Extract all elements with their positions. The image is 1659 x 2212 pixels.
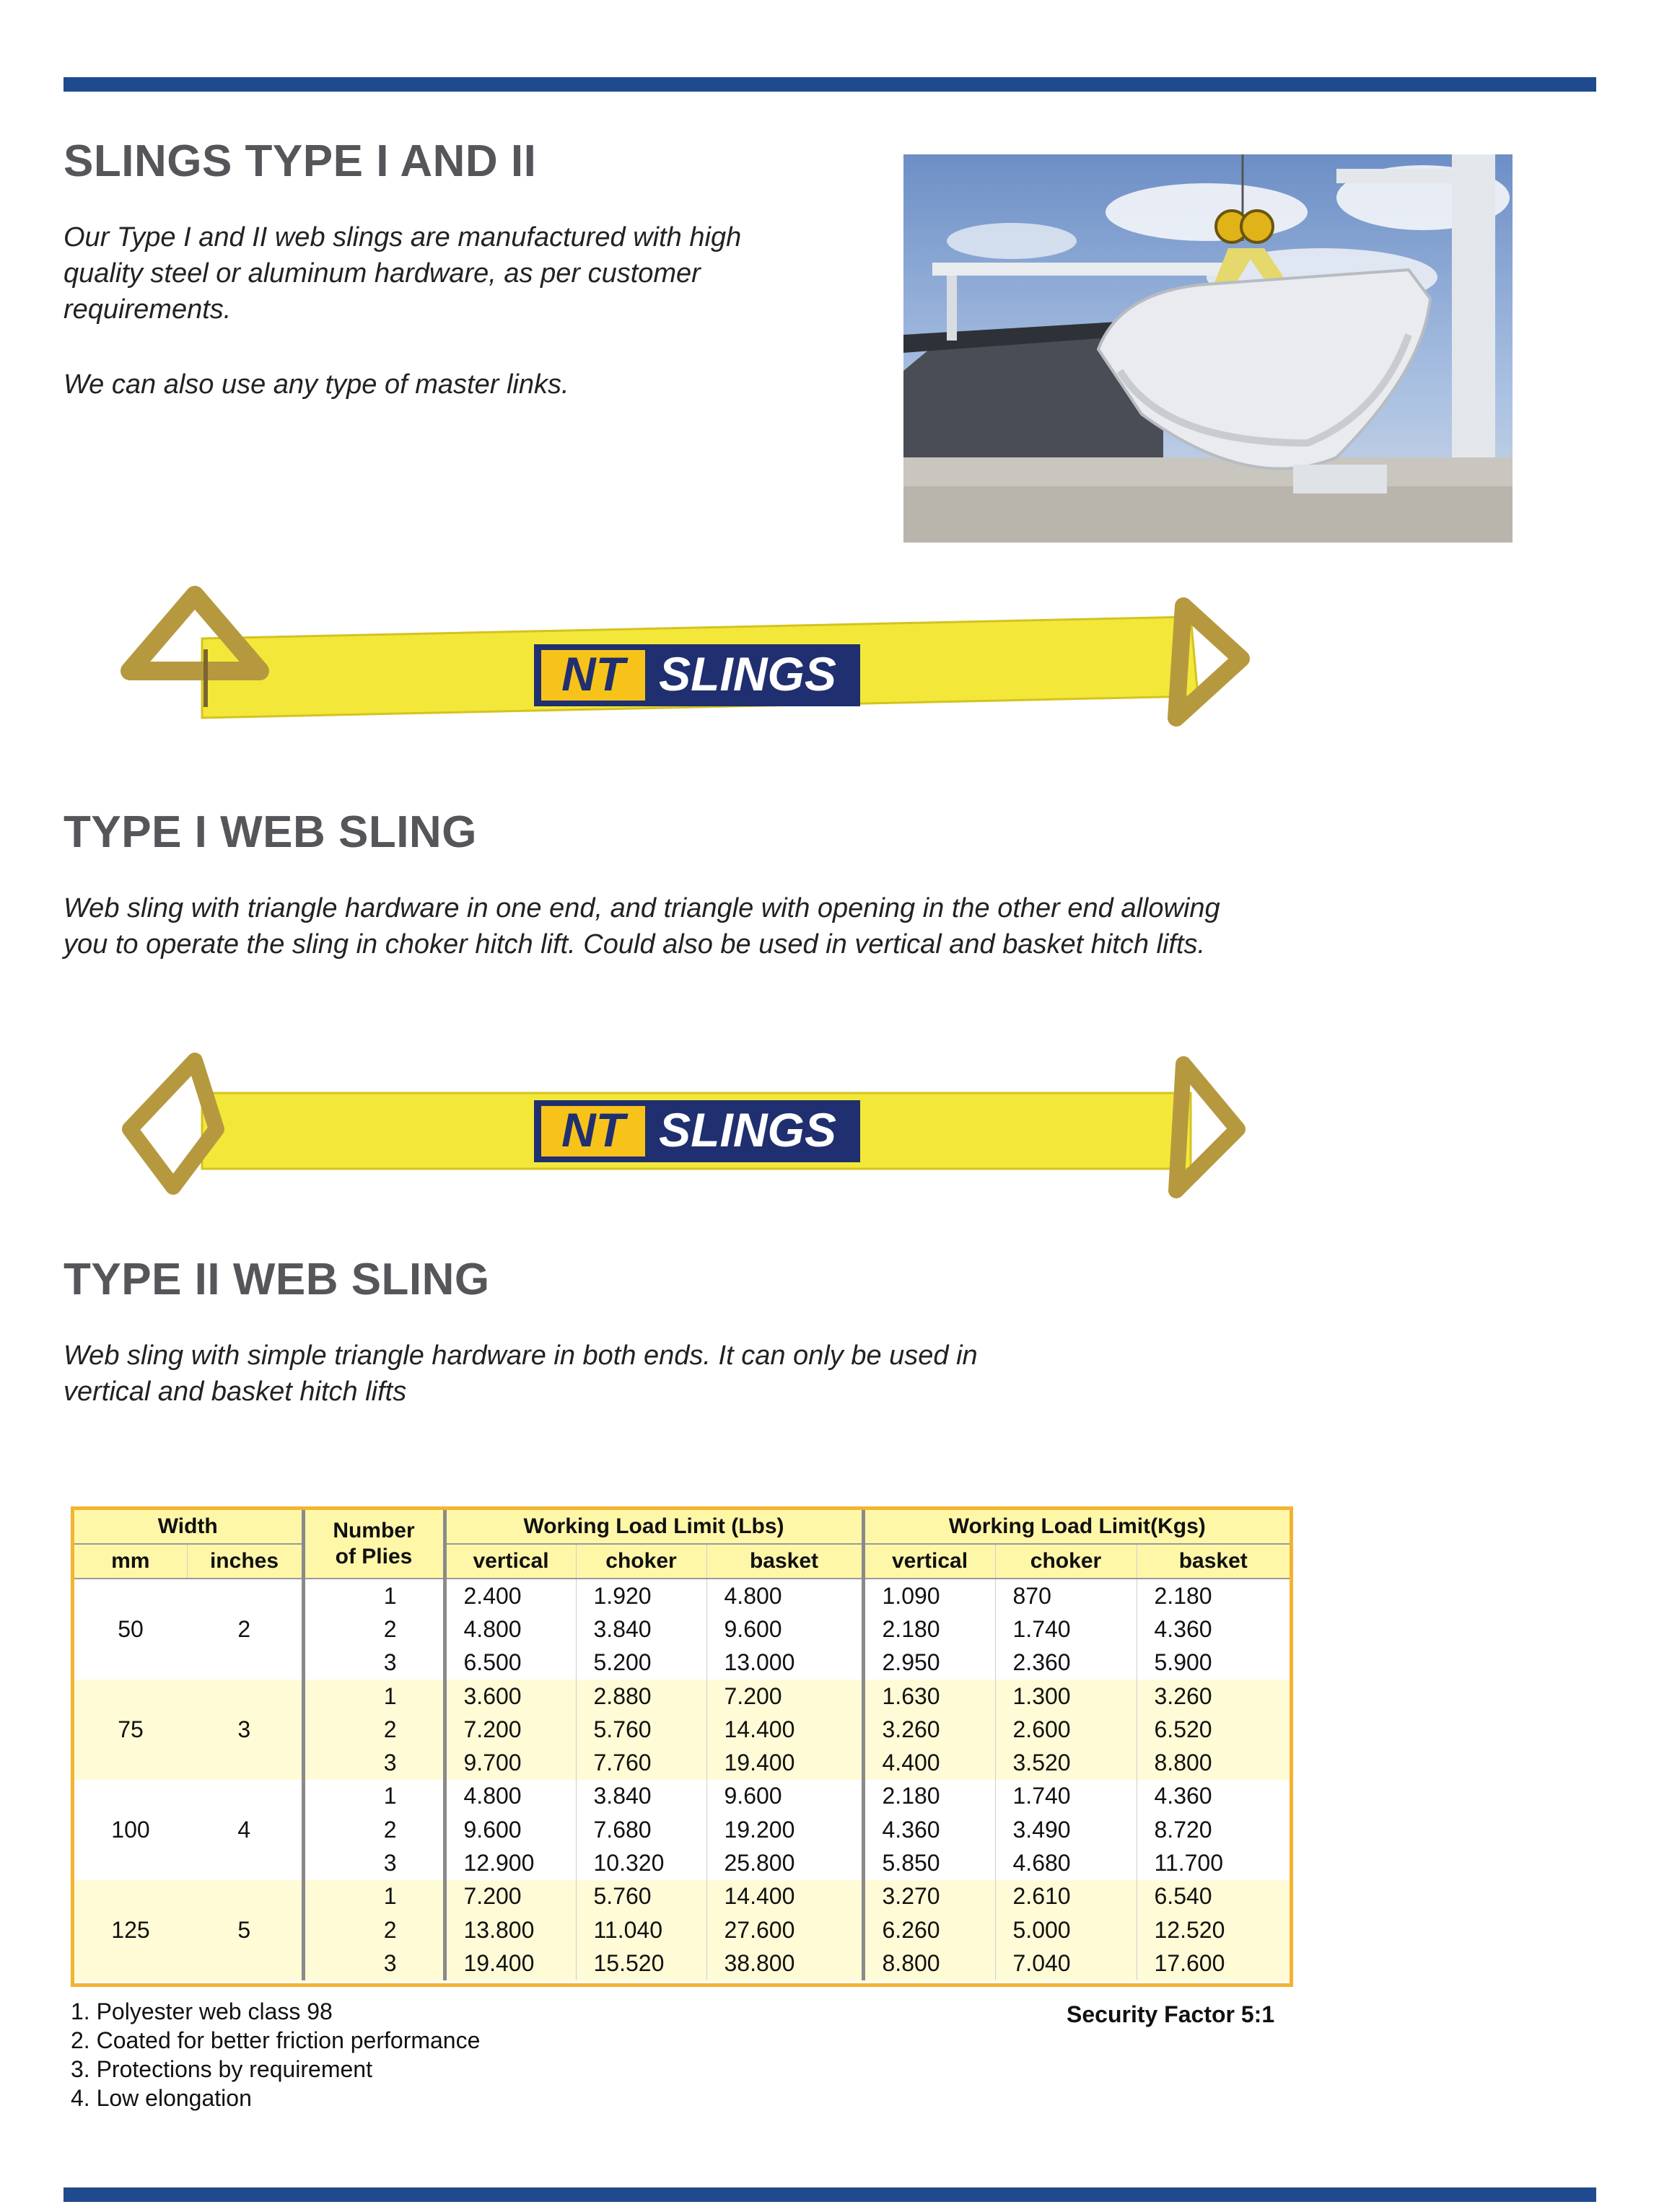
plies-cell: 3 (303, 1947, 445, 1980)
lbs-basket-cell: 38.800 (706, 1947, 863, 1980)
type-two-title: TYPE II WEB SLING (64, 1255, 490, 1304)
logo-slings: SLINGS (659, 1103, 836, 1157)
kgs-choker-cell: 2.600 (995, 1713, 1137, 1746)
lbs-choker-cell: 5.760 (576, 1880, 706, 1913)
plies-header (303, 1510, 445, 1579)
top-brand-bar (64, 77, 1596, 92)
lbs-vertical-cell: 9.700 (445, 1746, 576, 1779)
lbs-basket-cell: 14.400 (706, 1713, 863, 1746)
width-inches-cell: 3 (187, 1680, 303, 1780)
lbs-choker-cell: 1.920 (576, 1579, 706, 1612)
kgs-header: Working Load Limit(Kgs) (863, 1510, 1290, 1544)
plies-cell: 2 (303, 1713, 445, 1746)
lbs-vertical-cell: 4.800 (445, 1612, 576, 1646)
width-inches-cell: 5 (187, 1880, 303, 1980)
lbs-basket-cell: 7.200 (706, 1680, 863, 1713)
kgs-choker-cell: 3.490 (995, 1813, 1137, 1846)
type-two-sling-illustration (115, 1043, 1256, 1201)
plies-cell: 1 (303, 1579, 445, 1612)
kgs-basket-cell: 4.360 (1137, 1612, 1290, 1646)
lbs-choker-header: choker (576, 1544, 706, 1579)
note-item: 4. Low elongation (71, 2085, 252, 2111)
table-row (74, 1780, 1290, 1813)
lbs-choker-cell: 5.760 (576, 1713, 706, 1746)
width-inches-cell: 2 (237, 1615, 251, 1642)
type-one-line: you to operate the sling in choker hitch lift. Could also be used in vertical and basket hitch lifts. (64, 929, 1206, 960)
kgs-basket-cell: 4.360 (1137, 1780, 1290, 1813)
intro-line: Our Type I and II web slings are manufactured with high (64, 222, 742, 253)
note-item: 3. Protections by requirement (71, 2056, 372, 2082)
width-mm-cell: 75 (74, 1680, 187, 1780)
kgs-basket-cell: 8.800 (1137, 1746, 1290, 1779)
lbs-choker-cell: 11.040 (576, 1913, 706, 1947)
note-item: 1. Polyester web class 98 (71, 1998, 333, 2024)
feature-notes (71, 1997, 480, 2112)
lbs-vertical-cell: 2.400 (445, 1579, 576, 1612)
kgs-basket-cell: 11.700 (1137, 1846, 1290, 1879)
kgs-basket-header: basket (1137, 1544, 1290, 1579)
kgs-choker-cell: 4.680 (995, 1846, 1137, 1879)
lbs-basket-cell: 4.800 (706, 1579, 863, 1612)
working-load-limit-table (71, 1506, 1293, 1987)
lbs-basket-cell: 27.600 (706, 1913, 863, 1947)
note-item: 2. Coated for better friction performance (71, 2027, 481, 2053)
lbs-vertical-cell: 7.200 (445, 1880, 576, 1913)
plies-cell: 3 (303, 1746, 445, 1779)
lbs-choker-cell: 3.840 (576, 1780, 706, 1813)
plies-cell: 2 (303, 1813, 445, 1846)
mm-header: mm (74, 1544, 187, 1579)
logo-nt: NT (561, 1103, 625, 1157)
plies-cell: 3 (303, 1846, 445, 1879)
type-one-title: TYPE I WEB SLING (64, 807, 477, 857)
kgs-basket-cell: 6.540 (1137, 1880, 1290, 1913)
width-inches-cell: 4 (237, 1816, 251, 1843)
lbs-basket-cell: 9.600 (706, 1780, 863, 1813)
kgs-vertical-cell: 1.630 (863, 1680, 995, 1713)
type-one-description (64, 890, 1220, 962)
plies-cell: 3 (303, 1646, 445, 1680)
logo-slings: SLINGS (659, 647, 836, 701)
kgs-vertical-cell: 1.090 (863, 1579, 995, 1612)
plies-cell: 1 (303, 1780, 445, 1813)
inches-header: inches (187, 1544, 303, 1579)
kgs-basket-cell: 12.520 (1137, 1913, 1290, 1947)
lbs-header: Working Load Limit (Lbs) (445, 1510, 863, 1544)
type-two-description (64, 1338, 978, 1410)
intro-line: quality steel or aluminum hardware, as per customer (64, 258, 701, 289)
kgs-vertical-cell: 5.850 (863, 1846, 995, 1879)
lbs-choker-cell: 10.320 (576, 1846, 706, 1879)
kgs-choker-cell: 2.360 (995, 1646, 1137, 1680)
lbs-vertical-cell: 7.200 (445, 1713, 576, 1746)
kgs-basket-cell: 17.600 (1137, 1947, 1290, 1980)
type-one-line: Web sling with triangle hardware in one end, and triangle with opening in the other end allowing (64, 893, 1220, 923)
lbs-vertical-cell: 9.600 (445, 1813, 576, 1846)
lbs-vertical-cell: 19.400 (445, 1947, 576, 1980)
lifting-photo (903, 154, 1513, 543)
kgs-choker-cell: 2.610 (995, 1880, 1137, 1913)
kgs-vertical-header: vertical (863, 1544, 995, 1579)
lbs-basket-cell: 25.800 (706, 1846, 863, 1879)
type-one-sling-illustration (115, 581, 1256, 739)
lbs-vertical-cell: 13.800 (445, 1913, 576, 1947)
kgs-vertical-cell: 4.360 (863, 1813, 995, 1846)
lbs-vertical-cell: 4.800 (445, 1780, 576, 1813)
kgs-basket-cell: 3.260 (1137, 1680, 1290, 1713)
kgs-basket-cell: 6.520 (1137, 1713, 1290, 1746)
plies-cell: 2 (303, 1612, 445, 1646)
width-mm-cell: 100 (111, 1816, 150, 1843)
type-two-line: Web sling with simple triangle hardware in both ends. It can only be used in (64, 1340, 978, 1371)
lbs-vertical-cell: 12.900 (445, 1846, 576, 1879)
kgs-choker-cell: 5.000 (995, 1913, 1137, 1947)
kgs-basket-cell: 8.720 (1137, 1813, 1290, 1846)
intro-extra-text: We can also use any type of master links. (64, 369, 569, 400)
plies-cell: 1 (303, 1880, 445, 1913)
kgs-choker-header: choker (995, 1544, 1137, 1579)
kgs-basket-cell: 5.900 (1137, 1646, 1290, 1680)
lbs-vertical-header: vertical (445, 1544, 576, 1579)
kgs-choker-cell: 1.300 (995, 1680, 1137, 1713)
kgs-vertical-cell: 6.260 (863, 1913, 995, 1947)
lbs-basket-cell: 13.000 (706, 1646, 863, 1680)
plies-header-text: Number of Plies (333, 1519, 415, 1568)
type-two-line: vertical and basket hitch lifts (64, 1377, 407, 1407)
kgs-choker-cell: 1.740 (995, 1612, 1137, 1646)
kgs-vertical-cell: 8.800 (863, 1947, 995, 1980)
table-row (74, 1680, 1290, 1713)
width-mm-cell: 125 (74, 1880, 187, 1980)
kgs-vertical-cell: 3.260 (863, 1713, 995, 1746)
lbs-vertical-cell: 3.600 (445, 1680, 576, 1713)
table-body (74, 1579, 1290, 1980)
lbs-choker-cell: 3.840 (576, 1612, 706, 1646)
page-title: SLINGS TYPE I AND II (64, 136, 537, 186)
kgs-vertical-cell: 2.180 (863, 1612, 995, 1646)
bottom-brand-bar (64, 2187, 1596, 2202)
lbs-vertical-cell: 6.500 (445, 1646, 576, 1680)
kgs-vertical-cell: 4.400 (863, 1746, 995, 1779)
security-factor: Security Factor 5:1 (1067, 2001, 1275, 2027)
width-mm-cell: 50 (118, 1615, 144, 1642)
lbs-choker-cell: 5.200 (576, 1646, 706, 1680)
plies-cell: 2 (303, 1913, 445, 1947)
lbs-choker-cell: 2.880 (576, 1680, 706, 1713)
lbs-basket-cell: 14.400 (706, 1880, 863, 1913)
intro-line: requirements. (64, 294, 232, 325)
kgs-choker-cell: 1.740 (995, 1780, 1137, 1813)
lbs-choker-cell: 15.520 (576, 1947, 706, 1980)
kgs-choker-cell: 3.520 (995, 1746, 1137, 1779)
plies-cell: 1 (303, 1680, 445, 1713)
kgs-choker-cell: 7.040 (995, 1947, 1137, 1980)
intro-text (64, 219, 741, 328)
width-header: Width (74, 1510, 303, 1544)
kgs-basket-cell: 2.180 (1137, 1579, 1290, 1612)
kgs-vertical-cell: 2.950 (863, 1646, 995, 1680)
lbs-basket-cell: 19.200 (706, 1813, 863, 1846)
kgs-choker-cell: 870 (995, 1579, 1137, 1612)
logo-nt: NT (561, 647, 625, 701)
table-row (74, 1579, 1290, 1612)
lbs-basket-cell: 9.600 (706, 1612, 863, 1646)
kgs-vertical-cell: 3.270 (863, 1880, 995, 1913)
kgs-vertical-cell: 2.180 (863, 1780, 995, 1813)
lbs-basket-header: basket (706, 1544, 863, 1579)
lbs-choker-cell: 7.760 (576, 1746, 706, 1779)
lbs-basket-cell: 19.400 (706, 1746, 863, 1779)
table-row (74, 1880, 1290, 1913)
lbs-choker-cell: 7.680 (576, 1813, 706, 1846)
